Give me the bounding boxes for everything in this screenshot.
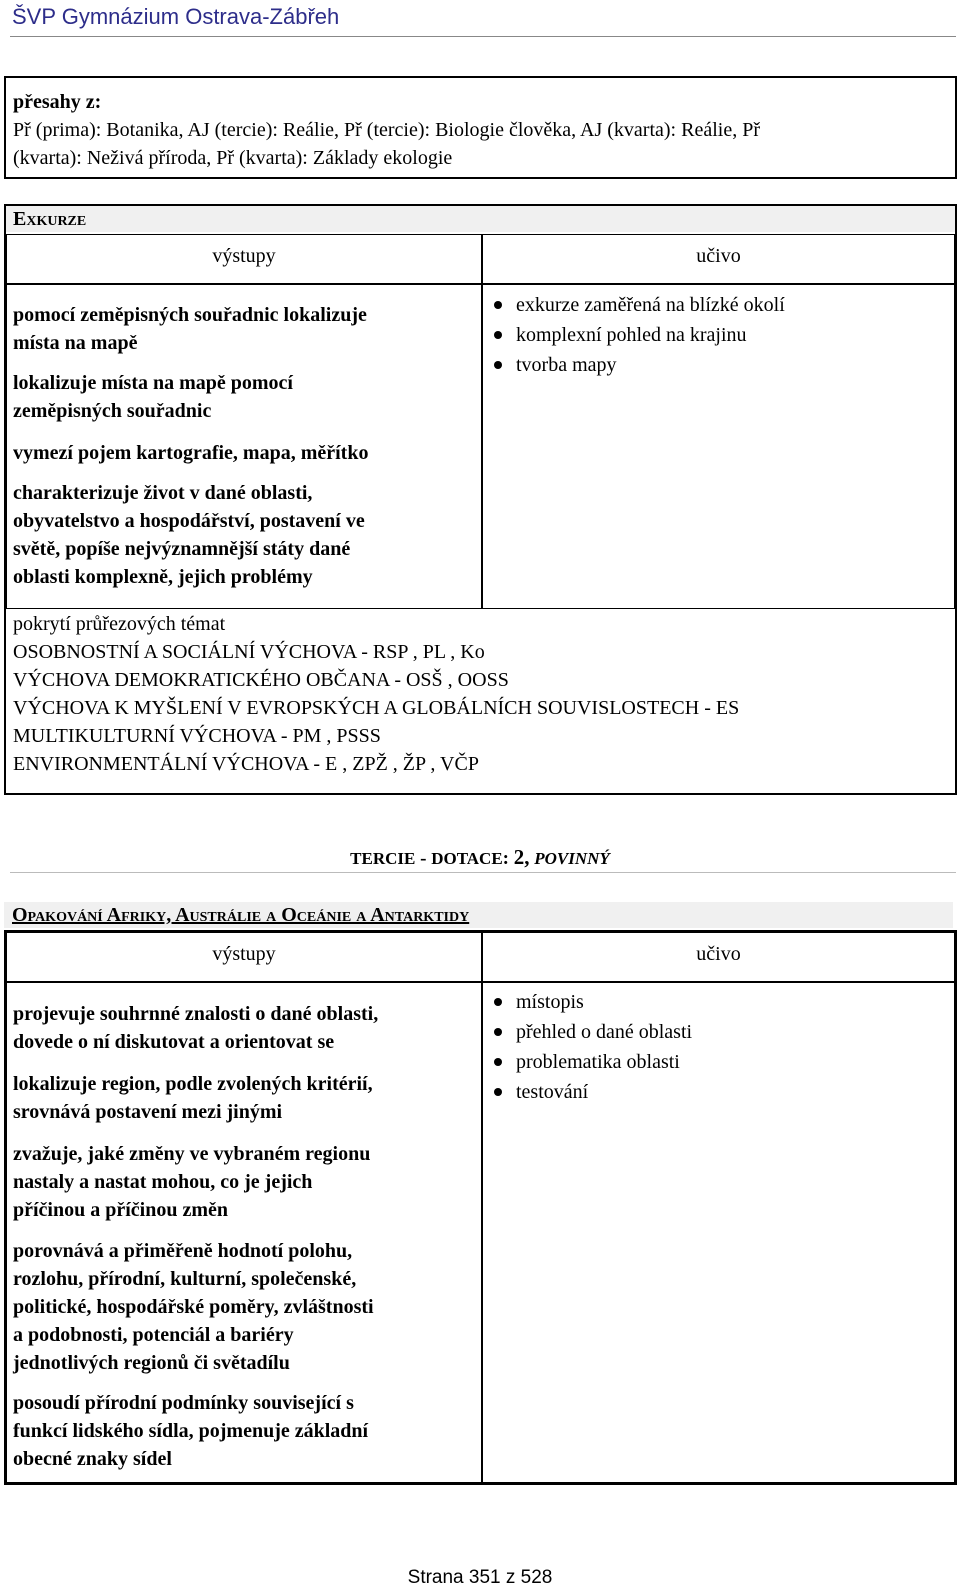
- content-list-item: místopis: [486, 987, 692, 1017]
- output-line: světě, popíše nejvýznamnější státy dané: [13, 538, 351, 560]
- section-title: Exkurze: [13, 208, 87, 230]
- tercie-divider: [10, 872, 956, 873]
- output-line: posoudí přírodní podmínky související s: [13, 1392, 354, 1414]
- page-number: Strana 351 z 528: [407, 1567, 553, 1588]
- content-column-header: učivo: [696, 943, 741, 965]
- outputs-column-header: výstupy: [212, 245, 276, 267]
- output-line: jednotlivých regionů či světadílu: [13, 1352, 290, 1374]
- coverage-line: VÝCHOVA DEMOKRATICKÉHO OBČANA - OSŠ , OOSS: [13, 669, 509, 691]
- output-line: obyvatelstvo a hospodářství, postavení ve: [13, 510, 365, 532]
- overlap-label: přesahy z:: [13, 91, 102, 113]
- dotace-value: 2,: [513, 845, 530, 869]
- output-item: [13, 301, 367, 357]
- section2-table: [4, 930, 957, 1485]
- overlap-box: [4, 76, 957, 179]
- content-column-header: učivo: [696, 245, 741, 267]
- output-line: zeměpisných souřadnic: [13, 400, 212, 422]
- output-line: projevuje souhrnné znalosti o dané oblasti,: [13, 1003, 379, 1025]
- header-divider: [10, 36, 956, 37]
- coverage-line: OSOBNOSTNÍ A SOCIÁLNÍ VÝCHOVA - RSP , PL , Ko: [13, 641, 485, 663]
- content-list-item: testování: [486, 1077, 692, 1107]
- output-line: obecné znaky sídel: [13, 1448, 172, 1470]
- content-list: [486, 290, 785, 380]
- tercie-label: TERCIE: [350, 849, 416, 868]
- coverage-line: ENVIRONMENTÁLNÍ VÝCHOVA - E , ZPŽ , ŽP , VČP: [13, 753, 479, 775]
- section-exkurze: [4, 204, 957, 795]
- overlap-line-1: Př (prima): Botanika, AJ (tercie): Reálie, Př (tercie): Biologie člověka, AJ (kvarta): Reálie, Př: [13, 119, 760, 141]
- content-list-item: exkurze zaměřená na blízké okolí: [486, 290, 785, 320]
- output-line: vymezí pojem kartografie, mapa, měřítko: [13, 442, 369, 464]
- output-line: rozlohu, přírodní, kulturní, společenské,: [13, 1268, 357, 1290]
- output-line: dovede o ní diskutovat a orientovat se: [13, 1031, 335, 1053]
- output-line: funkcí lidského sídla, pojmenuje základní: [13, 1420, 369, 1442]
- output-item: [13, 1237, 374, 1377]
- section-title-bar: [6, 206, 955, 232]
- dotace-colon: :: [502, 848, 514, 869]
- content-list-item: tvorba mapy: [486, 350, 785, 380]
- tercie-heading: [0, 845, 960, 870]
- output-item: [13, 439, 368, 467]
- output-item: [13, 1140, 370, 1224]
- output-line: srovnává postavení mezi jinými: [13, 1101, 283, 1123]
- dotace-label: DOTACE: [431, 849, 503, 868]
- output-item: [13, 1070, 373, 1126]
- tercie-separator: -: [415, 848, 432, 869]
- coverage-line: MULTIKULTURNÍ VÝCHOVA - PM , PSSS: [13, 725, 381, 747]
- output-line: nastaly a nastat mohou, co je jejich: [13, 1171, 313, 1193]
- output-line: místa na mapě: [13, 332, 138, 354]
- section2-title: Opakování Afriky, Austrálie a Oceánie a Antarktidy: [12, 904, 470, 926]
- outputs-column-header: výstupy: [212, 943, 276, 965]
- output-line: charakterizuje život v dané oblasti,: [13, 482, 313, 504]
- output-item: [13, 1000, 378, 1056]
- output-item: [13, 369, 293, 425]
- output-item: [13, 479, 365, 591]
- tercie-type: POVINNÝ: [534, 849, 610, 868]
- output-line: příčinou a příčinou změn: [13, 1199, 229, 1221]
- output-line: oblasti komplexně, jejich problémy: [13, 566, 313, 588]
- coverage-line: VÝCHOVA K MYŠLENÍ V EVROPSKÝCH A GLOBÁLNÍCH SOUVISLOSTECH - ES: [13, 697, 740, 719]
- output-item: [13, 1389, 368, 1473]
- document-header-title: ŠVP Gymnázium Ostrava-Zábřeh: [12, 4, 340, 29]
- output-line: a podobnosti, potenciál a bariéry: [13, 1324, 294, 1346]
- output-line: zvažuje, jaké změny ve vybraném regionu: [13, 1143, 371, 1165]
- content-list-item: komplexní pohled na krajinu: [486, 320, 785, 350]
- output-line: lokalizuje místa na mapě pomocí: [13, 372, 293, 394]
- content-list-item: přehled o dané oblasti: [486, 1017, 692, 1047]
- output-line: politické, hospodářské poměry, zvláštnosti: [13, 1296, 374, 1318]
- output-line: porovnává a přiměřeně hodnotí polohu,: [13, 1240, 353, 1262]
- content-list: [486, 987, 692, 1107]
- coverage-label: pokrytí průřezových témat: [13, 613, 226, 635]
- overlap-line-2: (kvarta): Neživá příroda, Př (kvarta): Základy ekologie: [13, 147, 453, 169]
- output-line: lokalizuje region, podle zvolených kritérií,: [13, 1073, 373, 1095]
- content-list-item: problematika oblasti: [486, 1047, 692, 1077]
- output-line: pomocí zeměpisných souřadnic lokalizuje: [13, 304, 367, 326]
